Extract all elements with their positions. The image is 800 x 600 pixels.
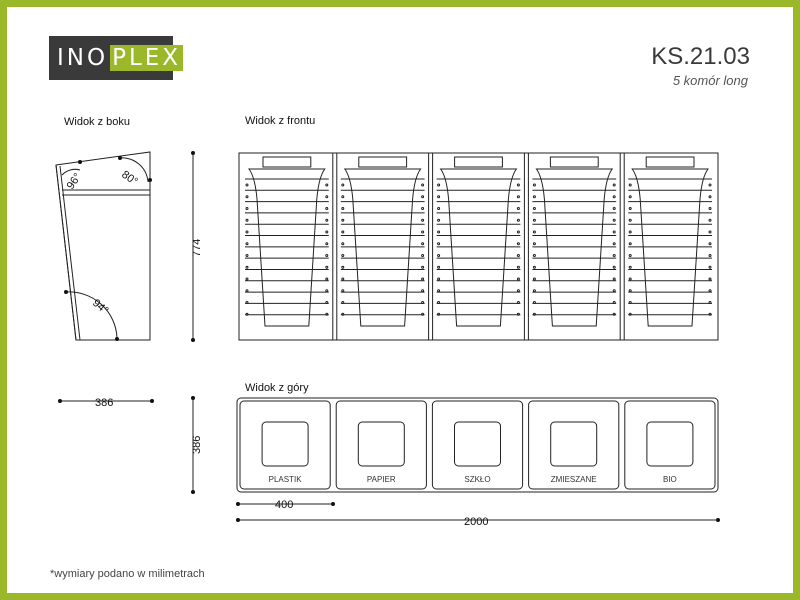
rivet [517,290,519,292]
rivet [629,243,631,245]
dim-dot [148,178,152,182]
rivet [629,219,631,221]
lid-handle [359,157,407,167]
top-module [432,401,522,489]
dim-dot [331,502,335,506]
rivet [709,196,711,198]
rivet [517,196,519,198]
rivet [533,290,535,292]
footnote: *wymiary podano w milimetrach [50,568,205,580]
rivet [326,243,328,245]
rivet [517,302,519,304]
rivet [422,278,424,280]
rivet [422,290,424,292]
rivet [709,266,711,268]
insert-opening [551,422,597,466]
dim-dot [236,518,240,522]
top-depth-label: 386 [191,435,203,454]
rivet [629,266,631,268]
insert-opening [455,422,501,466]
rivet [342,266,344,268]
rivet [422,208,424,210]
rivet [709,302,711,304]
rivet [533,302,535,304]
rivet [533,278,535,280]
rivet [517,219,519,221]
total-width-label: 2000 [464,516,489,528]
rivet [422,255,424,257]
rivet [517,243,519,245]
rivet [326,290,328,292]
bin-label-4: BIO [663,475,677,484]
rivet [613,231,615,233]
rivet [422,243,424,245]
rivet [342,208,344,210]
dim-dot [150,399,154,403]
rivet [246,196,248,198]
rivet [438,184,440,186]
front-module [429,153,521,340]
rivet [326,266,328,268]
angle-label-96: 96° [64,171,85,192]
top-module [336,401,426,489]
logo-part-1: INO [57,45,109,71]
front-module [524,153,616,340]
bin-opening [249,169,325,326]
rivet [246,302,248,304]
top-module [625,401,715,489]
angle-label-94: 94° [90,297,111,317]
bin-label-1: PAPIER [366,475,396,484]
rivet [613,255,615,257]
rivet [326,278,328,280]
logo-part-2: PLEX [112,45,182,71]
side-view-title: Widok z boku [64,116,131,128]
rivet [629,255,631,257]
rivet [709,278,711,280]
front-module [333,153,425,340]
rivet [438,196,440,198]
rivet [533,208,535,210]
rivet [438,208,440,210]
dim-dot [64,290,68,294]
rivet [438,219,440,221]
height-label: 774 [191,238,203,257]
rivet [246,208,248,210]
rivet [422,302,424,304]
rivet [438,255,440,257]
insert-opening [358,422,404,466]
dim-dot [191,338,195,342]
rivet [709,243,711,245]
bin-label-3: ZMIESZANE [550,475,597,484]
bin-opening [536,169,612,326]
rivet [517,266,519,268]
rivet [422,219,424,221]
rivet [326,184,328,186]
rivet [613,243,615,245]
rivet [533,196,535,198]
rivet [613,290,615,292]
dim-dot [191,490,195,494]
bin-label-2: SZKŁO [464,475,491,484]
rivet [438,231,440,233]
rivet [438,278,440,280]
lid-handle [550,157,598,167]
rivet [533,255,535,257]
rivet [438,302,440,304]
rivet [533,184,535,186]
bin-opening [441,169,517,326]
rivet [326,196,328,198]
front-view-title: Widok z frontu [245,115,316,127]
side-width-label: 386 [95,397,114,409]
rivet [342,290,344,292]
angle-arc-94 [66,292,117,338]
product-code: KS.21.03 [651,43,750,70]
dim-dot [115,337,119,341]
dim-dot [58,399,62,403]
rivet [342,231,344,233]
unit-width-label: 400 [275,499,294,511]
rivet [613,196,615,198]
rivet [517,255,519,257]
rivet [326,255,328,257]
rivet [709,184,711,186]
rivet [629,184,631,186]
rivet [709,219,711,221]
dim-dot [716,518,720,522]
rivet [629,290,631,292]
rivet [629,278,631,280]
insert-opening [647,422,693,466]
dim-dot [78,160,82,164]
rivet [438,290,440,292]
rivet [246,255,248,257]
rivet [246,243,248,245]
rivet [438,243,440,245]
top-module [529,401,619,489]
rivet [422,196,424,198]
rivet [246,278,248,280]
front-module [245,157,329,326]
lid-handle [455,157,503,167]
rivet [246,290,248,292]
rivet [517,278,519,280]
rivet [613,219,615,221]
rivet [629,302,631,304]
rivet [422,231,424,233]
side-front-inner [60,166,80,340]
rivet [613,278,615,280]
dim-dot [191,396,195,400]
rivet [342,302,344,304]
rivet [517,208,519,210]
top-view-title: Widok z góry [245,382,309,394]
rivet [613,184,615,186]
dim-dot [236,502,240,506]
rivet [613,208,615,210]
rivet [342,219,344,221]
lid-handle [263,157,311,167]
rivet [629,231,631,233]
insert-opening [262,422,308,466]
rivet [246,219,248,221]
rivet [709,208,711,210]
bin-opening [345,169,421,326]
rivet [517,231,519,233]
rivet [342,196,344,198]
rivet [709,255,711,257]
rivet [326,302,328,304]
rivet [629,208,631,210]
rivet [326,219,328,221]
rivet [517,184,519,186]
dim-dot [191,151,195,155]
rivet [422,266,424,268]
top-module [240,401,330,489]
rivet [342,184,344,186]
lid-handle [646,157,694,167]
dim-dot [118,156,122,160]
rivet [326,231,328,233]
front-module [620,153,712,340]
rivet [246,231,248,233]
angle-label-80: 80° [119,168,140,189]
bin-opening [632,169,708,326]
front-view [239,153,718,340]
rivet [438,266,440,268]
bin-label-0: PLASTIK [268,475,302,484]
top-view [237,398,718,492]
rivet [246,184,248,186]
rivet [326,208,328,210]
rivet [533,231,535,233]
rivet [342,278,344,280]
rivet [629,196,631,198]
rivet [533,266,535,268]
rivet [709,290,711,292]
rivet [613,302,615,304]
product-subtitle: 5 komór long [672,73,748,88]
rivet [709,231,711,233]
rivet [342,255,344,257]
rivet [533,219,535,221]
rivet [246,266,248,268]
rivet [533,243,535,245]
rivet [422,184,424,186]
rivet [613,266,615,268]
rivet [342,243,344,245]
